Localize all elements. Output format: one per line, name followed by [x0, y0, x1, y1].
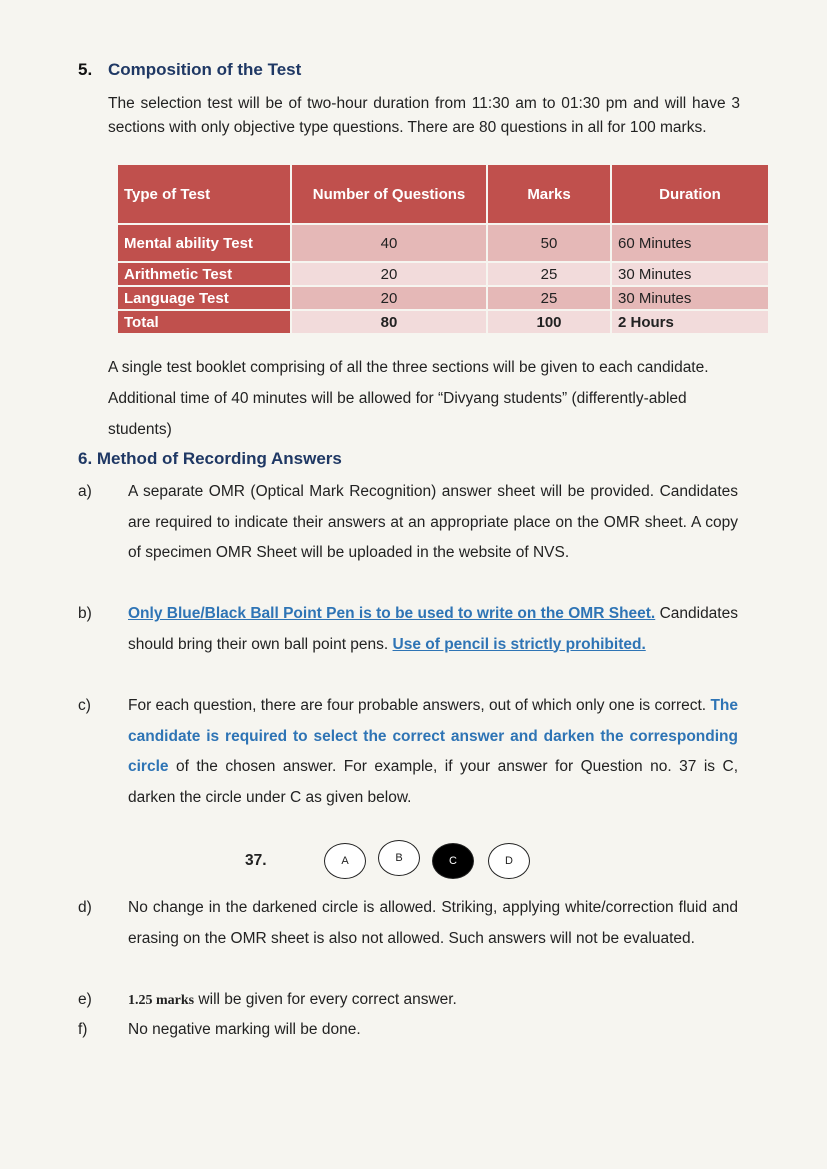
section-6-heading: 6. Method of Recording Answers	[78, 449, 342, 468]
section-5-title: Composition of the Test	[108, 60, 302, 79]
row-marks: 100	[487, 310, 611, 334]
item-label: a)	[78, 483, 92, 500]
option-b-bubble: B	[378, 840, 420, 876]
row-duration: 30 Minutes	[611, 286, 769, 310]
option-a-bubble: A	[324, 843, 366, 879]
list-item-d	[78, 893, 740, 985]
pen-instruction: Only Blue/Black Ball Point Pen is to be used to write on the OMR Sheet.	[128, 605, 656, 622]
row-type: Mental ability Test	[117, 224, 291, 262]
option-d-bubble: D	[488, 843, 530, 879]
table-row-total	[117, 310, 769, 334]
row-type: Arithmetic Test	[117, 262, 291, 286]
header-questions: Number of Questions	[291, 164, 487, 224]
row-questions: 20	[291, 286, 487, 310]
list-item-c	[78, 691, 740, 815]
row-duration: 60 Minutes	[611, 224, 769, 262]
option-c-bubble-filled: C	[432, 843, 474, 879]
table-row	[117, 224, 769, 262]
item-label: b)	[78, 605, 92, 622]
composition-table	[116, 163, 770, 335]
table-row	[117, 262, 769, 286]
pen-note: Candidates should bring their own ball point pens.	[128, 605, 738, 653]
list-item-a	[78, 477, 740, 601]
row-type: Language Test	[117, 286, 291, 310]
item-text-part1: For each question, there are four probable answers, out of which only one is correct.	[128, 697, 711, 714]
item-label: f)	[78, 1021, 88, 1038]
item-label: c)	[78, 697, 91, 714]
booklet-note: A single test booklet comprising of all the three sections will be given to each candidate. Additional time of 40 minutes will be allowed for “Divyang students” (differently-abled students)	[108, 359, 709, 438]
item-text: No change in the darkened circle is allowed. Striking, applying white/correction fluid and erasing on the OMR sheet is also not allowed. Such answers will not be evaluated.	[128, 899, 738, 947]
row-questions: 40	[291, 224, 487, 262]
header-type: Type of Test	[117, 164, 291, 224]
row-duration: 30 Minutes	[611, 262, 769, 286]
list-item-b	[78, 599, 740, 693]
header-duration: Duration	[611, 164, 769, 224]
item-label: d)	[78, 899, 92, 916]
marks-per-answer: 1.25 marks	[128, 993, 195, 1008]
row-duration: 2 Hours	[611, 310, 769, 334]
row-marks: 25	[487, 286, 611, 310]
item-text-part2: of the chosen answer. For example, if your answer for Question no. 37 is C, darken the circle under C as given below.	[128, 758, 738, 806]
item-text	[128, 985, 738, 1017]
darken-instruction: The candidate is required to select the correct answer and darken the corresponding circle	[128, 697, 738, 775]
section-5-number: 5.	[78, 60, 93, 79]
item-text: A separate OMR (Optical Mark Recognition) answer sheet will be provided. Candidates are required to indicate their answers at an appropriate place on the OMR sheet. A copy of specimen OMR Sheet will be uploaded in the website of NVS.	[128, 483, 738, 561]
table-row	[117, 286, 769, 310]
list-item-e	[78, 985, 740, 1015]
pencil-prohibited: Use of pencil is strictly prohibited.	[392, 635, 646, 653]
section-5-intro: The selection test will be of two-hour duration from 11:30 am to 01:30 pm and will have 3 sections with only objective type questions. There are 80 questions in all for 100 marks.	[108, 95, 740, 136]
item-text	[128, 691, 738, 813]
item-label: e)	[78, 991, 92, 1008]
row-marks: 25	[487, 262, 611, 286]
table-header-row	[117, 164, 769, 224]
item-text	[128, 599, 738, 660]
row-questions: 80	[291, 310, 487, 334]
marks-note: will be given for every correct answer.	[194, 991, 457, 1008]
row-questions: 20	[291, 262, 487, 286]
row-marks: 50	[487, 224, 611, 262]
section-5-heading	[78, 60, 301, 80]
header-marks: Marks	[487, 164, 611, 224]
item-text: No negative marking will be done.	[128, 1021, 361, 1038]
list-item-f	[78, 1015, 740, 1045]
example-question-number: 37.	[245, 852, 267, 869]
row-type: Total	[117, 310, 291, 334]
